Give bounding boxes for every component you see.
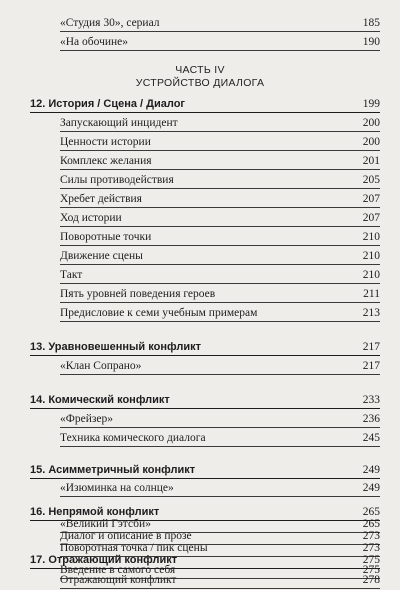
chapter-title: 14. Комический конфликт [30,394,170,406]
section-title: Ход истории [60,212,122,224]
entry-page: 190 [362,36,380,48]
section-page: 200 [362,136,380,148]
section-page: 265 [362,518,380,530]
chapter-page: 275 [362,554,380,566]
entry-page: 185 [362,17,380,29]
section-entry [30,152,380,170]
section-page: 210 [362,250,380,262]
section-title: Диалог и описание в прозе [60,530,192,542]
entry-title: «На обочине» [60,36,129,48]
section-page: 236 [362,413,380,425]
section-title: Движение сцены [60,250,143,262]
leader-line [60,131,380,132]
leader-line [60,302,380,303]
chapter-entry [30,95,380,113]
section-page: 210 [362,231,380,243]
toc-entry [30,14,380,32]
chapter-page: 217 [362,341,380,353]
leader-line [60,264,380,265]
section-entry [30,571,380,589]
section-page: 210 [362,269,380,281]
chapter-page: 199 [362,98,380,110]
section-entry [30,479,380,497]
section-entry [30,266,380,284]
section-title: Поворотная точка / пик сцены [60,542,208,554]
leader-line [60,374,380,375]
section-entry [30,114,380,132]
section-title: «Клан Сопрано» [60,360,142,372]
leader-line [30,408,380,409]
chapter-page: 265 [362,506,380,518]
section-entry [30,171,380,189]
chapter-entry [30,391,380,409]
leader-line [60,226,380,227]
section-entry [30,190,380,208]
leader-line [60,283,380,284]
leader-line [60,427,380,428]
section-title: Введение в самого себя [60,564,176,576]
section-page: 278 [362,574,380,586]
section-page: 201 [362,155,380,167]
leader-line [30,112,380,113]
section-page: 213 [362,307,380,319]
section-title: Предисловие к семи учебным примерам [60,307,258,319]
section-page: 245 [362,432,380,444]
section-entry [30,357,380,375]
leader-line [30,355,380,356]
leader-line [60,207,380,208]
leader-line [60,150,380,151]
leader-line [60,446,380,447]
chapter-entry [30,338,380,356]
section-page: 205 [362,174,380,186]
section-title: Техника комического диалога [60,432,206,444]
section-title: Силы противодействия [60,174,174,186]
leader-line [60,31,380,32]
chapter-title: 15. Асимметричный конфликт [30,464,196,476]
leader-line [60,169,380,170]
chapter-title: 13. Уравновешенный конфликт [30,341,201,353]
section-title: Запускающий инцидент [60,117,178,129]
chapter-page: 249 [362,464,380,476]
section-title: Поворотные точки [60,231,152,243]
section-entry [30,429,380,447]
section-entry [30,228,380,246]
section-title: Хребет действия [60,193,142,205]
section-entry [30,133,380,151]
section-title: Комплекс желания [60,155,152,167]
section-entry [30,285,380,303]
section-page: 217 [362,360,380,372]
leader-line [60,496,380,497]
section-entry [30,209,380,227]
part-title: УСТРОЙСТВО ДИАЛОГА [135,77,265,89]
chapter-title: 17. Отражающий конфликт [30,554,178,566]
section-title: Ценности истории [60,136,151,148]
chapter-entry [30,461,380,479]
chapter-page: 233 [362,394,380,406]
leader-line [60,188,380,189]
section-page: 207 [362,212,380,224]
section-page: 211 [363,288,380,300]
section-entry [30,304,380,322]
section-page: 207 [362,193,380,205]
section-title: Пять уровней поведения героев [60,288,216,300]
section-page: 275 [362,564,380,576]
section-entry [30,410,380,428]
section-title: «Изюминка на солнце» [60,482,174,494]
chapter-title: 16. Непрямой конфликт [30,506,160,518]
section-title: Такт [60,269,83,281]
chapter-title: 12. История / Сцена / Диалог [30,98,186,110]
leader-line [60,321,380,322]
section-page: 273 [362,530,380,542]
toc-entry [30,33,380,51]
part-label: ЧАСТЬ IV [175,64,225,76]
section-page: 249 [362,482,380,494]
leader-line [60,50,380,51]
leader-line [60,245,380,246]
leader-line [60,588,380,589]
section-page: 273 [362,542,380,554]
section-entry [30,247,380,265]
section-title: «Великий Гэтсби» [60,518,151,530]
section-title: «Фрейзер» [60,413,113,425]
section-page: 200 [362,117,380,129]
entry-title: «Студия 30», сериал [60,17,160,29]
section-title: Отражающий конфликт [60,574,177,586]
